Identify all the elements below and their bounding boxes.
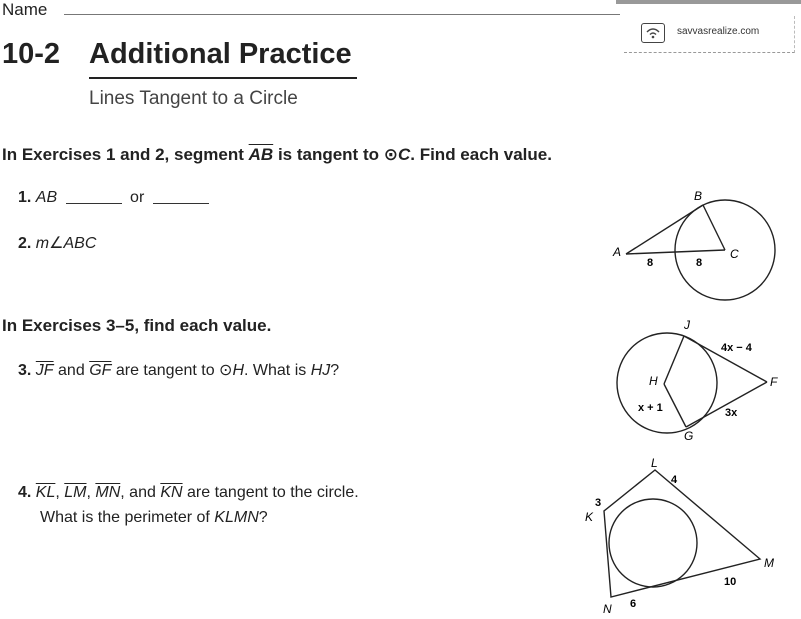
segment-bc-line (703, 205, 725, 250)
tangent-gf (686, 382, 767, 427)
name-line (64, 14, 620, 15)
site-link[interactable]: savvasrealize.com (677, 26, 760, 37)
length-label: 10 (724, 576, 737, 588)
question-number: 4. (18, 484, 32, 501)
question-number: 2. (18, 235, 32, 252)
wifi-icon (641, 23, 665, 43)
page-title: Additional Practice (89, 38, 352, 70)
figure-2 (600, 318, 800, 448)
inscribed-circle (609, 499, 697, 587)
polygon-name: KLMN (214, 509, 259, 526)
length-label: 4x − 4 (721, 342, 752, 354)
label-g: G (684, 429, 694, 443)
answer-blank[interactable] (66, 203, 122, 204)
radius-hg (664, 384, 686, 427)
name-label: Name (2, 0, 48, 19)
question-text: are tangent to ⊙ (115, 362, 233, 379)
label-k: K (585, 510, 594, 524)
length-label: 4 (671, 474, 678, 486)
label-l: L (651, 456, 658, 470)
segment-kn: $\overline{KN}$ (160, 484, 183, 501)
label-f: F (770, 375, 778, 389)
instr-text: In Exercises 1 and 2, segment (2, 145, 244, 164)
label-c: C (730, 247, 739, 261)
title-rule (89, 77, 357, 79)
label-b: B (694, 189, 703, 203)
length-label: 3x (725, 407, 738, 419)
question-3 (18, 360, 339, 380)
asked-segment: HJ (310, 362, 331, 379)
radius-hj (664, 336, 684, 384)
length-label: x + 1 (638, 402, 663, 414)
label-h: H (649, 374, 658, 388)
question-2 (18, 233, 96, 253)
length-label: 6 (630, 598, 637, 610)
question-number: 3. (18, 362, 32, 379)
circle-name: C (397, 145, 411, 164)
question-number: 1. (18, 189, 32, 206)
circle-name: H (232, 362, 245, 379)
label-j: J (684, 318, 690, 332)
question-4: 4. $\overline{KL}$, $\overline{LM}$, $\overline{MN}$, and $\overline{KN}$ are tangent to the circle. (18, 484, 359, 501)
segment-mn: $\overline{MN}$ (95, 484, 121, 501)
question-text: . What is (244, 362, 307, 379)
instruction-1 (2, 145, 552, 165)
figure-3 (580, 455, 795, 615)
answer-blank[interactable] (153, 203, 209, 204)
label-n: N (603, 602, 612, 615)
label-a: A (613, 245, 622, 259)
segment-kl: $\overline{KL}$ (35, 484, 56, 501)
instruction-2: In Exercises 3–5, find each value. (2, 316, 272, 335)
segment-gf: $\overline{GF}$ (89, 362, 112, 379)
question-text: are tangent to the circle. (187, 484, 359, 501)
segment-lm: $\overline{LM}$ (64, 484, 87, 501)
length-label: 3 (595, 497, 602, 509)
segment-ab-line (626, 205, 703, 254)
lesson-number: 10-2 (2, 38, 61, 70)
question-text: What is the perimeter of (40, 509, 210, 526)
label-m: M (764, 556, 774, 570)
length-label: 8 (647, 257, 654, 269)
question-label: AB (35, 189, 58, 206)
page-subtitle: Lines Tangent to a Circle (89, 88, 298, 109)
and-text: and (129, 484, 156, 501)
question-1 (18, 189, 213, 207)
figure-1 (600, 180, 800, 310)
instr-text: is tangent to ⊙ (277, 145, 398, 164)
segment-jf: $\overline{JF}$ (35, 362, 54, 379)
question-text: ? (258, 509, 268, 526)
or-text: or (130, 189, 145, 206)
instr-text: . Find each value. (410, 145, 552, 164)
and-text: and (58, 362, 85, 379)
brand-bar (616, 0, 801, 4)
segment-ab: $\overline{AB}$ (248, 145, 274, 164)
question-text: ? (330, 362, 340, 379)
question-label: m∠ABC (35, 235, 97, 252)
length-label: 8 (696, 257, 703, 269)
question-4-line2 (40, 509, 268, 527)
